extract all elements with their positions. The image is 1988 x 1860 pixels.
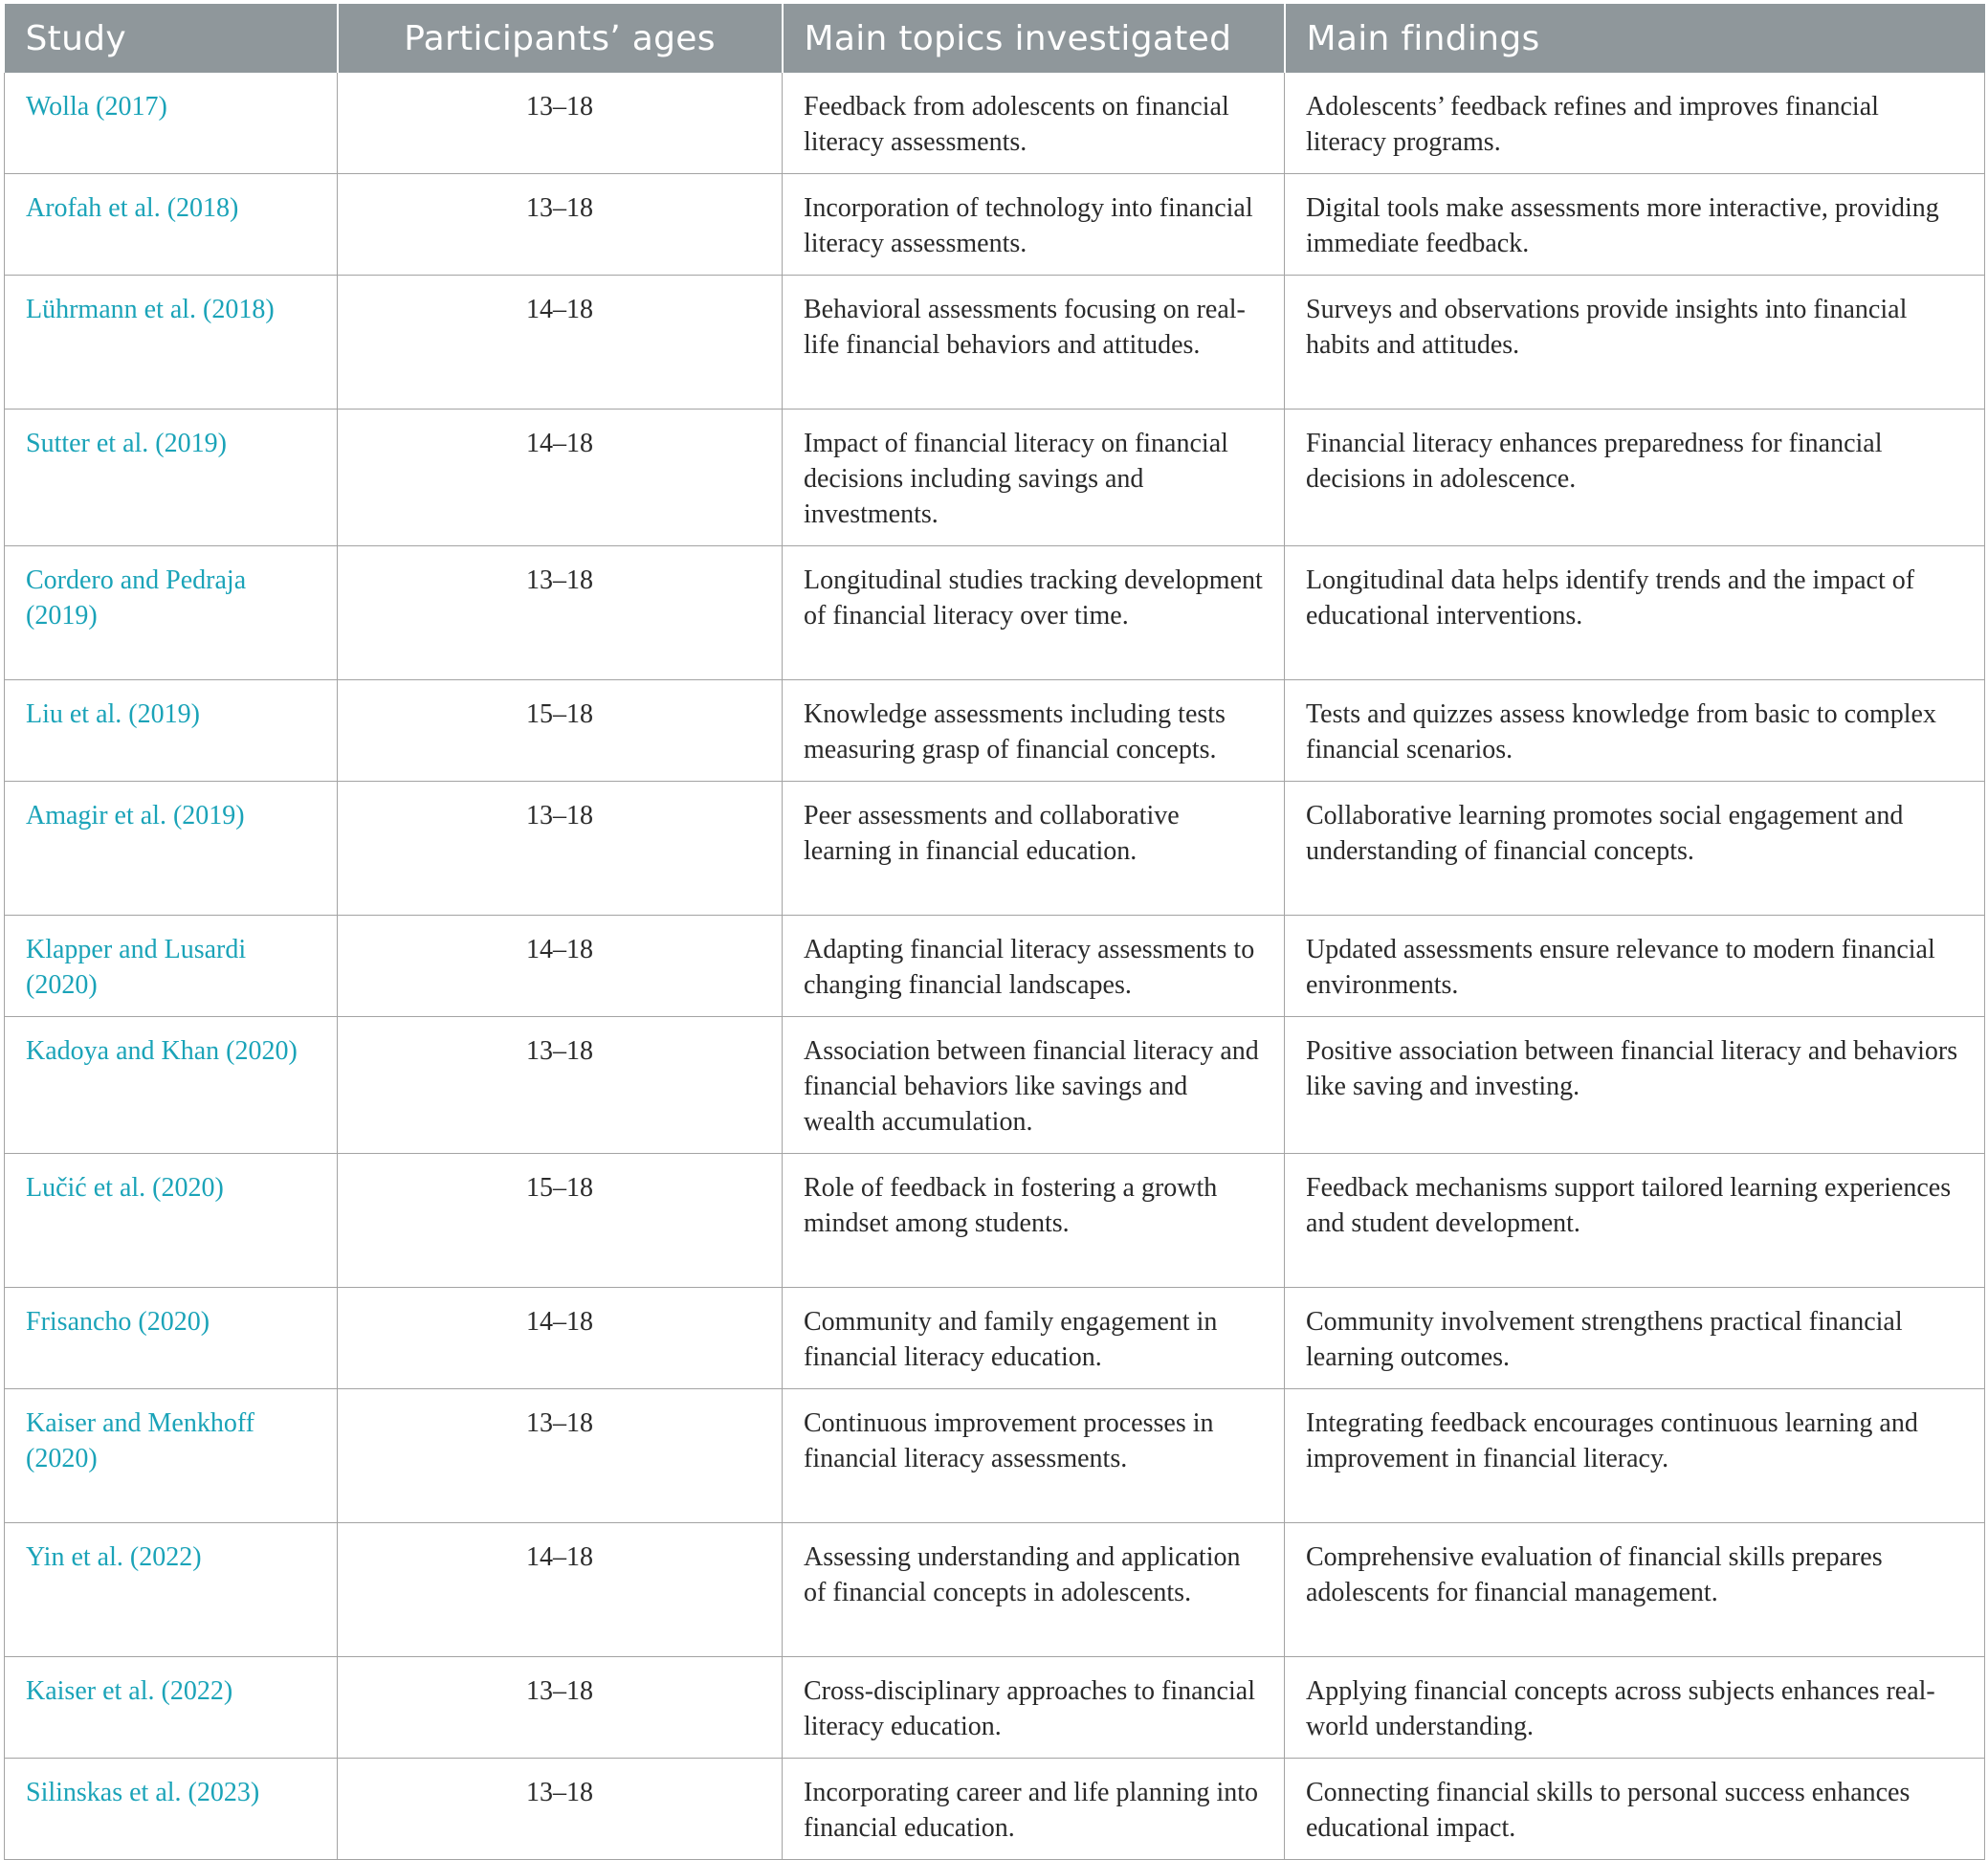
- table-row: [5, 1523, 1985, 1657]
- study-link[interactable]: Wolla (2017): [5, 73, 338, 174]
- topics-cell: Longitudinal studies tracking development of financial literacy over time.: [783, 546, 1285, 680]
- table-row: [5, 1017, 1985, 1154]
- table-body: [5, 73, 1985, 1860]
- table-row: [5, 1389, 1985, 1523]
- topics-cell: Impact of financial literacy on financial decisions including savings and investments.: [783, 410, 1285, 546]
- ages-cell: 13–18: [338, 1657, 783, 1759]
- topics-cell: Cross-disciplinary approaches to financial literacy education.: [783, 1657, 1285, 1759]
- table-row: [5, 174, 1985, 276]
- ages-cell: 13–18: [338, 73, 783, 174]
- study-link[interactable]: Lučić et al. (2020): [5, 1154, 338, 1288]
- findings-cell: Community involvement strengthens practical financial learning outcomes.: [1285, 1288, 1985, 1389]
- study-link[interactable]: Cordero and Pedraja (2019): [5, 546, 338, 680]
- study-link[interactable]: Liu et al. (2019): [5, 680, 338, 782]
- table-row: [5, 680, 1985, 782]
- ages-cell: 15–18: [338, 680, 783, 782]
- findings-cell: Adolescents’ feedback refines and improves financial literacy programs.: [1285, 73, 1985, 174]
- ages-cell: 13–18: [338, 546, 783, 680]
- study-link[interactable]: Frisancho (2020): [5, 1288, 338, 1389]
- table-row: [5, 276, 1985, 410]
- ages-cell: 13–18: [338, 174, 783, 276]
- findings-cell: Feedback mechanisms support tailored learning experiences and student development.: [1285, 1154, 1985, 1288]
- ages-cell: 15–18: [338, 1154, 783, 1288]
- ages-cell: 13–18: [338, 1389, 783, 1523]
- findings-cell: Financial literacy enhances preparedness for financial decisions in adolescence.: [1285, 410, 1985, 546]
- findings-cell: Comprehensive evaluation of financial skills prepares adolescents for financial management.: [1285, 1523, 1985, 1657]
- header-participants-ages: Participants’ ages: [338, 4, 783, 73]
- study-link[interactable]: Amagir et al. (2019): [5, 782, 338, 916]
- ages-cell: 14–18: [338, 1288, 783, 1389]
- topics-cell: Association between financial literacy and financial behaviors like savings and wealth accumulation.: [783, 1017, 1285, 1154]
- ages-cell: 14–18: [338, 916, 783, 1017]
- topics-cell: Adapting financial literacy assessments to changing financial landscapes.: [783, 916, 1285, 1017]
- ages-cell: 13–18: [338, 782, 783, 916]
- study-link[interactable]: Kaiser et al. (2022): [5, 1657, 338, 1759]
- findings-cell: Digital tools make assessments more interactive, providing immediate feedback.: [1285, 174, 1985, 276]
- header-main-topics: Main topics investigated: [783, 4, 1285, 73]
- findings-cell: Collaborative learning promotes social engagement and understanding of financial concepts.: [1285, 782, 1985, 916]
- header-row: [5, 4, 1985, 73]
- findings-cell: Tests and quizzes assess knowledge from basic to complex financial scenarios.: [1285, 680, 1985, 782]
- studies-table-container: [4, 4, 1984, 1860]
- study-link[interactable]: Arofah et al. (2018): [5, 174, 338, 276]
- studies-table: [4, 4, 1985, 1860]
- table-row: [5, 1759, 1985, 1860]
- ages-cell: 14–18: [338, 1523, 783, 1657]
- findings-cell: Applying financial concepts across subjects enhances real-world understanding.: [1285, 1657, 1985, 1759]
- topics-cell: Role of feedback in fostering a growth mindset among students.: [783, 1154, 1285, 1288]
- findings-cell: Integrating feedback encourages continuous learning and improvement in financial literacy.: [1285, 1389, 1985, 1523]
- table-row: [5, 73, 1985, 174]
- ages-cell: 14–18: [338, 276, 783, 410]
- findings-cell: Positive association between financial literacy and behaviors like saving and investing.: [1285, 1017, 1985, 1154]
- study-link[interactable]: Lührmann et al. (2018): [5, 276, 338, 410]
- table-row: [5, 1657, 1985, 1759]
- header-main-findings: Main findings: [1285, 4, 1985, 73]
- findings-cell: Surveys and observations provide insights into financial habits and attitudes.: [1285, 276, 1985, 410]
- header-study: Study: [5, 4, 338, 73]
- topics-cell: Feedback from adolescents on financial literacy assessments.: [783, 73, 1285, 174]
- table-row: [5, 782, 1985, 916]
- study-link[interactable]: Sutter et al. (2019): [5, 410, 338, 546]
- topics-cell: Knowledge assessments including tests measuring grasp of financial concepts.: [783, 680, 1285, 782]
- table-row: [5, 1154, 1985, 1288]
- findings-cell: Connecting financial skills to personal success enhances educational impact.: [1285, 1759, 1985, 1860]
- topics-cell: Continuous improvement processes in financial literacy assessments.: [783, 1389, 1285, 1523]
- study-link[interactable]: Kadoya and Khan (2020): [5, 1017, 338, 1154]
- ages-cell: 13–18: [338, 1759, 783, 1860]
- table-row: [5, 410, 1985, 546]
- table-row: [5, 546, 1985, 680]
- findings-cell: Longitudinal data helps identify trends and the impact of educational interventions.: [1285, 546, 1985, 680]
- study-link[interactable]: Yin et al. (2022): [5, 1523, 338, 1657]
- findings-cell: Updated assessments ensure relevance to modern financial environments.: [1285, 916, 1985, 1017]
- topics-cell: Behavioral assessments focusing on real-life financial behaviors and attitudes.: [783, 276, 1285, 410]
- topics-cell: Incorporating career and life planning into financial education.: [783, 1759, 1285, 1860]
- study-link[interactable]: Kaiser and Menkhoff (2020): [5, 1389, 338, 1523]
- topics-cell: Assessing understanding and application of financial concepts in adolescents.: [783, 1523, 1285, 1657]
- topics-cell: Peer assessments and collaborative learning in financial education.: [783, 782, 1285, 916]
- ages-cell: 13–18: [338, 1017, 783, 1154]
- table-header: [5, 4, 1985, 73]
- topics-cell: Community and family engagement in financial literacy education.: [783, 1288, 1285, 1389]
- topics-cell: Incorporation of technology into financial literacy assessments.: [783, 174, 1285, 276]
- study-link[interactable]: Silinskas et al. (2023): [5, 1759, 338, 1860]
- table-row: [5, 916, 1985, 1017]
- study-link[interactable]: Klapper and Lusardi (2020): [5, 916, 338, 1017]
- ages-cell: 14–18: [338, 410, 783, 546]
- table-row: [5, 1288, 1985, 1389]
